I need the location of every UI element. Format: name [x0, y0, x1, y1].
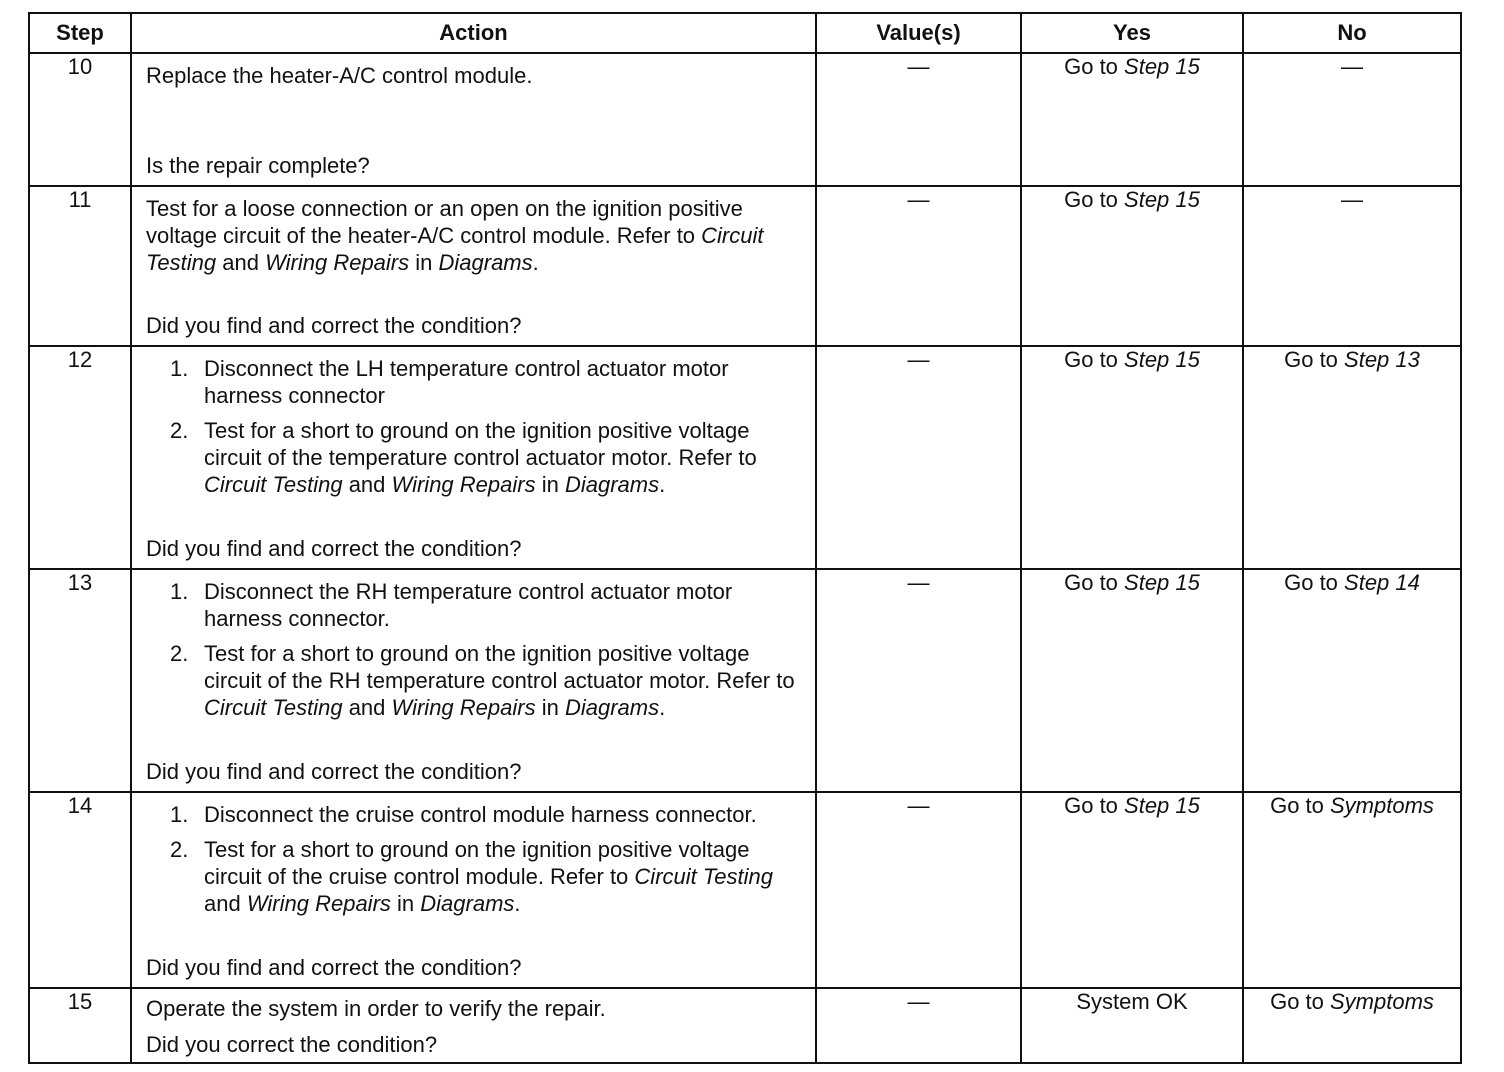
- no-cell: [1243, 792, 1461, 988]
- list-item-text: [204, 836, 805, 917]
- no-cell: [1243, 988, 1461, 1063]
- action-text-part: .: [659, 472, 666, 497]
- yes-step-link: Step 15: [1124, 347, 1200, 372]
- no-dash: —: [1341, 54, 1363, 79]
- list-item: 2. Test for a short to ground on the ignition positive voltage circuit of the RH temperature control actuator motor. Refer to Circuit Testing and Wiring Repairs in Diagrams.: [170, 640, 805, 721]
- value-dash: —: [907, 570, 930, 595]
- step-number: 14: [29, 792, 131, 988]
- question-text: Did you find and correct the condition?: [146, 759, 522, 784]
- no-prefix: Go to: [1284, 570, 1345, 595]
- ref-diagrams: Diagrams: [420, 891, 515, 916]
- ref-diagrams: Diagrams: [564, 695, 660, 720]
- step-number: 11: [29, 186, 131, 346]
- action-cell: [131, 346, 816, 569]
- value-dash: —: [907, 54, 930, 79]
- list-item-text: Disconnect the LH temperature control actuator motor harness connector: [204, 356, 729, 408]
- header-values: Value(s): [816, 13, 1021, 53]
- question-text: Did you find and correct the condition?: [146, 313, 522, 338]
- action-text-part: and: [342, 695, 392, 720]
- action-text: Operate the system in order to verify the repair.: [146, 996, 606, 1021]
- no-dash: —: [1341, 187, 1363, 212]
- action-cell: [131, 569, 816, 792]
- table-row: [29, 988, 1461, 1063]
- action-text-part: in: [390, 891, 421, 916]
- step-number: 13: [29, 569, 131, 792]
- action-text-part: Test for a short to ground on the ignition positive voltage circuit of the cruise control module. Refer to: [204, 837, 750, 889]
- value-dash: —: [907, 187, 930, 212]
- step-number: 15: [29, 988, 131, 1063]
- value-cell: [816, 988, 1021, 1063]
- action-text-part: Test for a short to ground on the ignition positive voltage circuit of the temperature control actuator motor. Refer to: [204, 418, 757, 470]
- action-text-part: .: [514, 891, 521, 916]
- action-text-part: and: [204, 891, 247, 916]
- action-text: [146, 195, 805, 276]
- list-item: 2. Test for a short to ground on the ignition positive voltage circuit of the temperature control actuator motor. Refer to Circuit Testing and Wiring Repairs in Diagrams.: [170, 417, 805, 498]
- header-no: No: [1243, 13, 1461, 53]
- no-prefix: Go to: [1284, 347, 1345, 372]
- value-dash: —: [907, 989, 930, 1014]
- yes-text: System OK: [1076, 989, 1188, 1014]
- yes-step-link: Step 15: [1124, 793, 1200, 818]
- yes-step-link: Step 15: [1124, 570, 1200, 595]
- question-text: Did you find and correct the condition?: [146, 536, 522, 561]
- yes-cell: [1021, 346, 1243, 569]
- yes-prefix: Go to: [1064, 570, 1125, 595]
- action-text-part: and: [216, 250, 266, 275]
- action-text-part: Test for a loose connection or an open on the ignition positive voltage circuit of the heater-A/C control module. Refer to: [146, 196, 743, 248]
- action-text-part: in: [535, 472, 565, 497]
- action-text-part: .: [532, 250, 539, 275]
- no-cell: [1243, 346, 1461, 569]
- list-item: 1. Disconnect the cruise control module harness connector.: [170, 801, 805, 828]
- yes-prefix: Go to: [1064, 347, 1125, 372]
- action-text-part: .: [659, 695, 666, 720]
- question-text: Is the repair complete?: [146, 153, 370, 178]
- ref-diagrams: Diagrams: [438, 250, 533, 275]
- yes-prefix: Go to: [1064, 54, 1125, 79]
- value-dash: —: [907, 793, 930, 818]
- question-text: Did you find and correct the condition?: [146, 955, 522, 980]
- yes-cell: [1021, 792, 1243, 988]
- action-text-part: in: [535, 695, 565, 720]
- value-cell: [816, 569, 1021, 792]
- ref-wiring-repairs: Wiring Repairs: [265, 250, 410, 275]
- action-steps: [146, 801, 805, 925]
- step-number: 12: [29, 346, 131, 569]
- no-step-link: Symptoms: [1330, 793, 1434, 818]
- action-steps: [146, 578, 805, 729]
- ref-wiring-repairs: Wiring Repairs: [391, 695, 536, 720]
- header-step: Step: [29, 13, 131, 53]
- yes-step-link: Step 15: [1124, 187, 1200, 212]
- ref-wiring-repairs: Wiring Repairs: [391, 472, 536, 497]
- value-dash: —: [907, 347, 930, 372]
- action-text: Replace the heater-A/C control module.: [146, 63, 533, 88]
- diagnostic-table: [28, 12, 1462, 1064]
- ref-circuit-testing: Circuit Testing: [634, 864, 773, 889]
- list-item-text: [204, 417, 805, 498]
- table-row: [29, 53, 1461, 186]
- ref-wiring-repairs: Wiring Repairs: [246, 891, 391, 916]
- question-text: Did you correct the condition?: [146, 1032, 438, 1057]
- table-row: [29, 569, 1461, 792]
- no-step-link: Step 14: [1344, 570, 1420, 595]
- yes-prefix: Go to: [1064, 793, 1125, 818]
- list-item-text: [204, 640, 805, 721]
- action-cell: [131, 988, 816, 1063]
- yes-cell: [1021, 569, 1243, 792]
- value-cell: [816, 346, 1021, 569]
- no-step-link: Step 13: [1344, 347, 1420, 372]
- action-text-part: Test for a short to ground on the ignition positive voltage circuit of the RH temperature control actuator motor. Refer to: [204, 641, 795, 693]
- ref-circuit-testing: Circuit Testing: [204, 695, 343, 720]
- list-item: 1. Disconnect the LH temperature control actuator motor harness connector: [170, 355, 805, 409]
- table-row: [29, 346, 1461, 569]
- list-item: 2. Test for a short to ground on the ignition positive voltage circuit of the cruise control module. Refer to Circuit Testing and Wiring Repairs in Diagrams.: [170, 836, 805, 917]
- list-item-text: Disconnect the RH temperature control actuator motor harness connector.: [204, 579, 733, 631]
- no-prefix: Go to: [1270, 793, 1330, 818]
- yes-cell: [1021, 186, 1243, 346]
- yes-step-link: Step 15: [1124, 54, 1200, 79]
- no-prefix: Go to: [1270, 989, 1330, 1014]
- action-text-part: and: [342, 472, 392, 497]
- action-steps: [146, 355, 805, 506]
- value-cell: [816, 186, 1021, 346]
- action-cell: [131, 186, 816, 346]
- ref-circuit-testing: Circuit Testing: [204, 472, 343, 497]
- step-number: 10: [29, 53, 131, 186]
- list-item: 1. Disconnect the RH temperature control actuator motor harness connector.: [170, 578, 805, 632]
- ref-circuit-testing: Circuit Testing: [146, 223, 764, 275]
- yes-prefix: Go to: [1064, 187, 1125, 212]
- value-cell: [816, 53, 1021, 186]
- ref-diagrams: Diagrams: [564, 472, 660, 497]
- header-yes: Yes: [1021, 13, 1243, 53]
- no-cell: [1243, 53, 1461, 186]
- value-cell: [816, 792, 1021, 988]
- action-text-part: in: [409, 250, 439, 275]
- no-step-link: Symptoms: [1330, 989, 1434, 1014]
- table-row: [29, 792, 1461, 988]
- header-action: Action: [131, 13, 816, 53]
- no-cell: [1243, 186, 1461, 346]
- no-cell: [1243, 569, 1461, 792]
- list-item-text: Disconnect the cruise control module harness connector.: [204, 802, 757, 827]
- action-cell: [131, 792, 816, 988]
- yes-cell: [1021, 53, 1243, 186]
- table-row: [29, 186, 1461, 346]
- yes-cell: [1021, 988, 1243, 1063]
- action-cell: [131, 53, 816, 186]
- header-row: [29, 13, 1461, 53]
